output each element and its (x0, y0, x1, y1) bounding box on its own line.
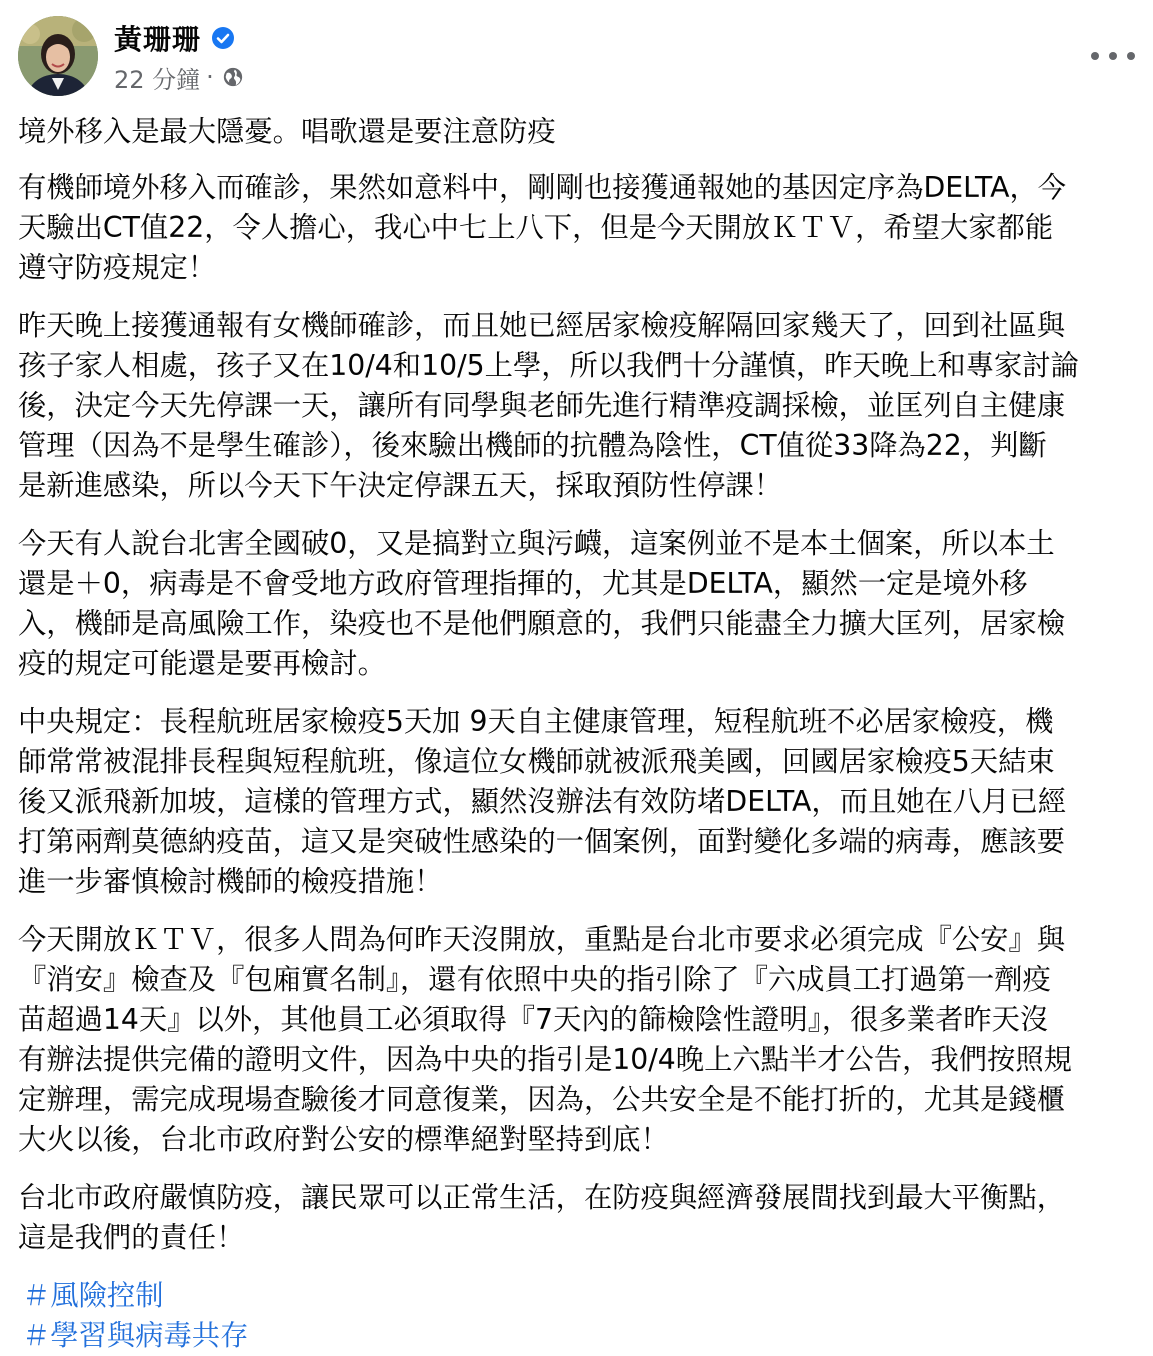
post-paragraph: 今天有人說台北害全國破0，又是搞對立與污衊，這案例並不是本土個案，所以本土 還是＋0，病毒是不會受地方政府管理指揮的，尤其是DELTA，顯然一定是境外移 入，機師是高風險工作，染疫也不是他們願意的，我們只能盡全力擴大匡列，居家檢 疫的規定可能還是要再檢討。 (18, 527, 1065, 680)
hashtag-list (18, 1276, 1135, 1356)
author-row (114, 18, 244, 58)
hashtag-link[interactable]: ＃學習與病毒共存 (22, 1319, 249, 1352)
post-header (18, 16, 1135, 98)
post-meta (114, 60, 244, 94)
more-horizontal-icon (1109, 52, 1117, 60)
post-paragraph: 今天開放ＫＴＶ，很多人問為何昨天沒開放，重點是台北市要求必須完成『公安』與 『消安』檢查及『包廂實名制』，還有依照中央的指引除了『六成員工打過第一劑疫 苗超過14天』以外，其他員工必須取得『7天內的篩檢陰性證明』，很多業者昨天沒 有辦法提供完備的證明文件，因為中央的指引是10/4晚上六點半才公告，我們按照規 定辦理，需完成現場查驗後才同意復業，因為，公共安全是不能打折的，尤其是錢櫃 大火以後，台北市政府對公安的標準絕對堅持到底！ (18, 923, 1072, 1156)
avatar-image (18, 16, 98, 96)
hashtag-link[interactable]: ＃風險控制 (22, 1279, 164, 1312)
more-horizontal-icon (1091, 52, 1099, 60)
post-paragraph: 境外移入是最大隱憂。唱歌還是要注意防疫 (18, 115, 556, 148)
more-options-button[interactable] (1091, 38, 1135, 74)
author-name[interactable]: 黃珊珊 (114, 23, 202, 56)
meta-separator: · (206, 63, 214, 91)
globe-icon[interactable] (222, 66, 244, 88)
post-body (18, 112, 1135, 1356)
avatar[interactable] (18, 16, 98, 96)
post-paragraph: 有機師境外移入而確診，果然如意料中，剛剛也接獲通報她的基因定序為DELTA，今 天驗出CT值22，令人擔心，我心中七上八下，但是今天開放ＫＴＶ，希望大家都能 遵守防疫規定！ (18, 171, 1067, 284)
post-paragraph: 台北市政府嚴慎防疫，讓民眾可以正常生活，在防疫與經濟發展間找到最大平衡點， 這是我們的責任！ (18, 1181, 1065, 1254)
more-horizontal-icon (1127, 52, 1135, 60)
post-paragraph: 昨天晚上接獲通報有女機師確診，而且她已經居家檢疫解隔回家幾天了，回到社區與 孩子家人相處，孩子又在10/4和10/5上學，所以我們十分謹慎，昨天晚上和專家討論 後，決定今天先停課一天，讓所有同學與老師先進行精準疫調採檢，並匡列自主健康 管理（因為不是學生確診），後來驗出機師的抗體為陰性，CT值從33降為22，判斷 是新進感染，所以今天下午決定停課五天，採取預防性停課！ (18, 309, 1079, 502)
post-paragraph: 中央規定：長程航班居家檢疫5天加 9天自主健康管理，短程航班不必居家檢疫，機 師常常被混排長程與短程航班，像這位女機師就被派飛美國，回國居家檢疫5天結束 後又派飛新加坡，這樣的管理方式，顯然沒辦法有效防堵DELTA，而且她在八月已經 打第兩劑莫德納疫苗，這又是突破性感染的一個案例，面對變化多端的病毒，應該要 進一步審慎檢討機師的檢疫措施！ (18, 705, 1067, 898)
author-block (114, 18, 244, 94)
verified-badge-icon (211, 26, 235, 50)
post-timestamp[interactable]: 22 分鐘 (114, 65, 201, 94)
